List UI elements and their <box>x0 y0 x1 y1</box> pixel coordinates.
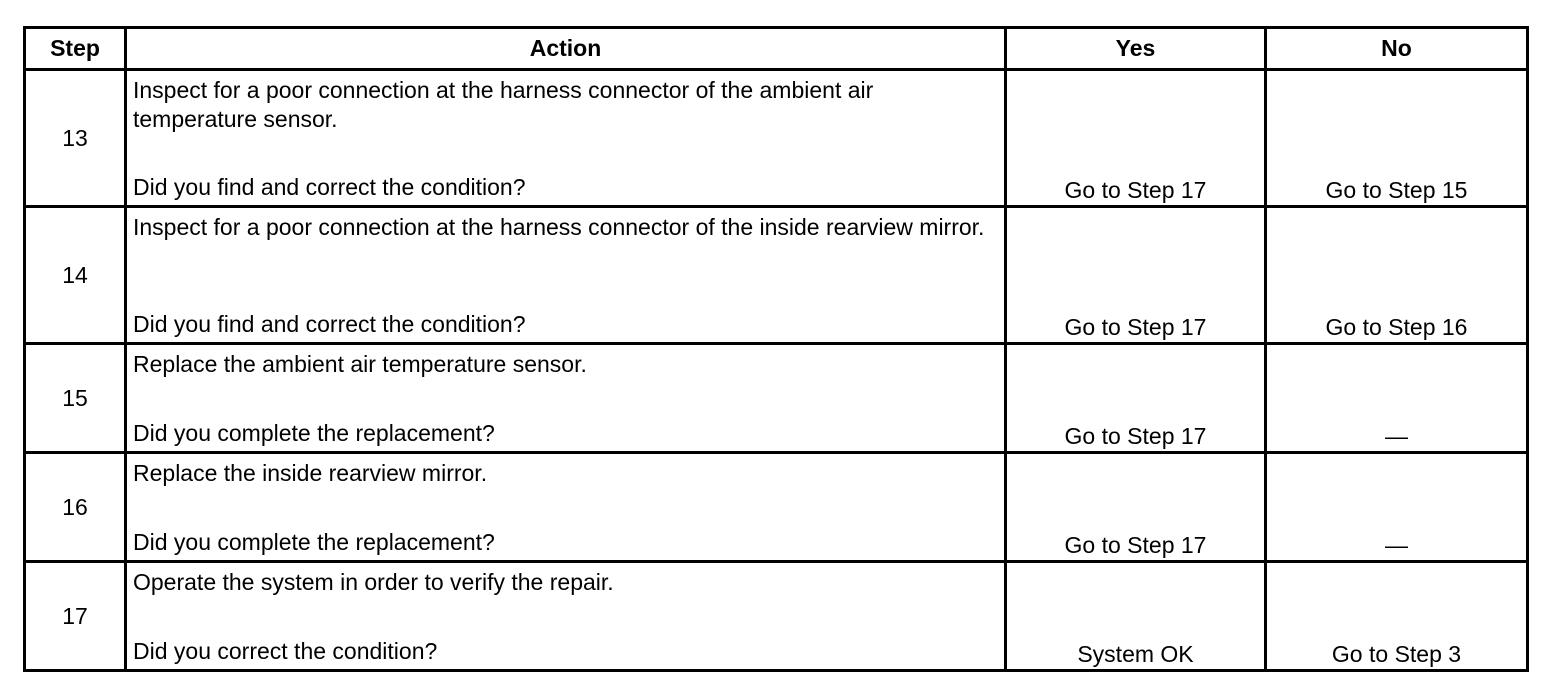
yes-result: System OK <box>1006 562 1266 671</box>
no-result: Go to Step 16 <box>1266 207 1528 344</box>
table-row <box>25 453 1528 562</box>
action-cell <box>126 453 1006 562</box>
action-cell <box>126 70 1006 207</box>
yes-result: Go to Step 17 <box>1006 453 1266 562</box>
no-result: Go to Step 3 <box>1266 562 1528 671</box>
no-result: — <box>1266 453 1528 562</box>
action-instruction: Inspect for a poor connection at the harness connector of the inside rearview mirror. <box>133 214 985 240</box>
yes-result: Go to Step 17 <box>1006 344 1266 453</box>
action-cell <box>126 562 1006 671</box>
header-no: No <box>1266 28 1528 70</box>
action-question: Did you complete the replacement? <box>133 529 495 555</box>
yes-result: Go to Step 17 <box>1006 207 1266 344</box>
action-cell <box>126 344 1006 453</box>
table-row <box>25 562 1528 671</box>
table-row <box>25 70 1528 207</box>
step-number: 14 <box>25 207 126 344</box>
table-row <box>25 207 1528 344</box>
action-question: Did you find and correct the condition? <box>133 174 526 200</box>
action-question: Did you find and correct the condition? <box>133 311 526 337</box>
action-cell <box>126 207 1006 344</box>
step-number: 15 <box>25 344 126 453</box>
diagnostic-table <box>23 26 1529 672</box>
action-instruction: Replace the ambient air temperature sensor. <box>133 351 587 377</box>
step-number: 13 <box>25 70 126 207</box>
header-yes: Yes <box>1006 28 1266 70</box>
no-result: — <box>1266 344 1528 453</box>
table-row <box>25 344 1528 453</box>
no-result: Go to Step 15 <box>1266 70 1528 207</box>
table-header-row <box>25 28 1528 70</box>
action-question: Did you correct the condition? <box>133 638 438 664</box>
yes-result: Go to Step 17 <box>1006 70 1266 207</box>
action-instruction: Replace the inside rearview mirror. <box>133 460 488 486</box>
header-step: Step <box>25 28 126 70</box>
step-number: 16 <box>25 453 126 562</box>
action-question: Did you complete the replacement? <box>133 420 495 446</box>
action-instruction: Inspect for a poor connection at the harness connector of the ambient air temperature sensor. <box>133 77 874 132</box>
action-instruction: Operate the system in order to verify the repair. <box>133 569 614 595</box>
header-action: Action <box>126 28 1006 70</box>
step-number: 17 <box>25 562 126 671</box>
